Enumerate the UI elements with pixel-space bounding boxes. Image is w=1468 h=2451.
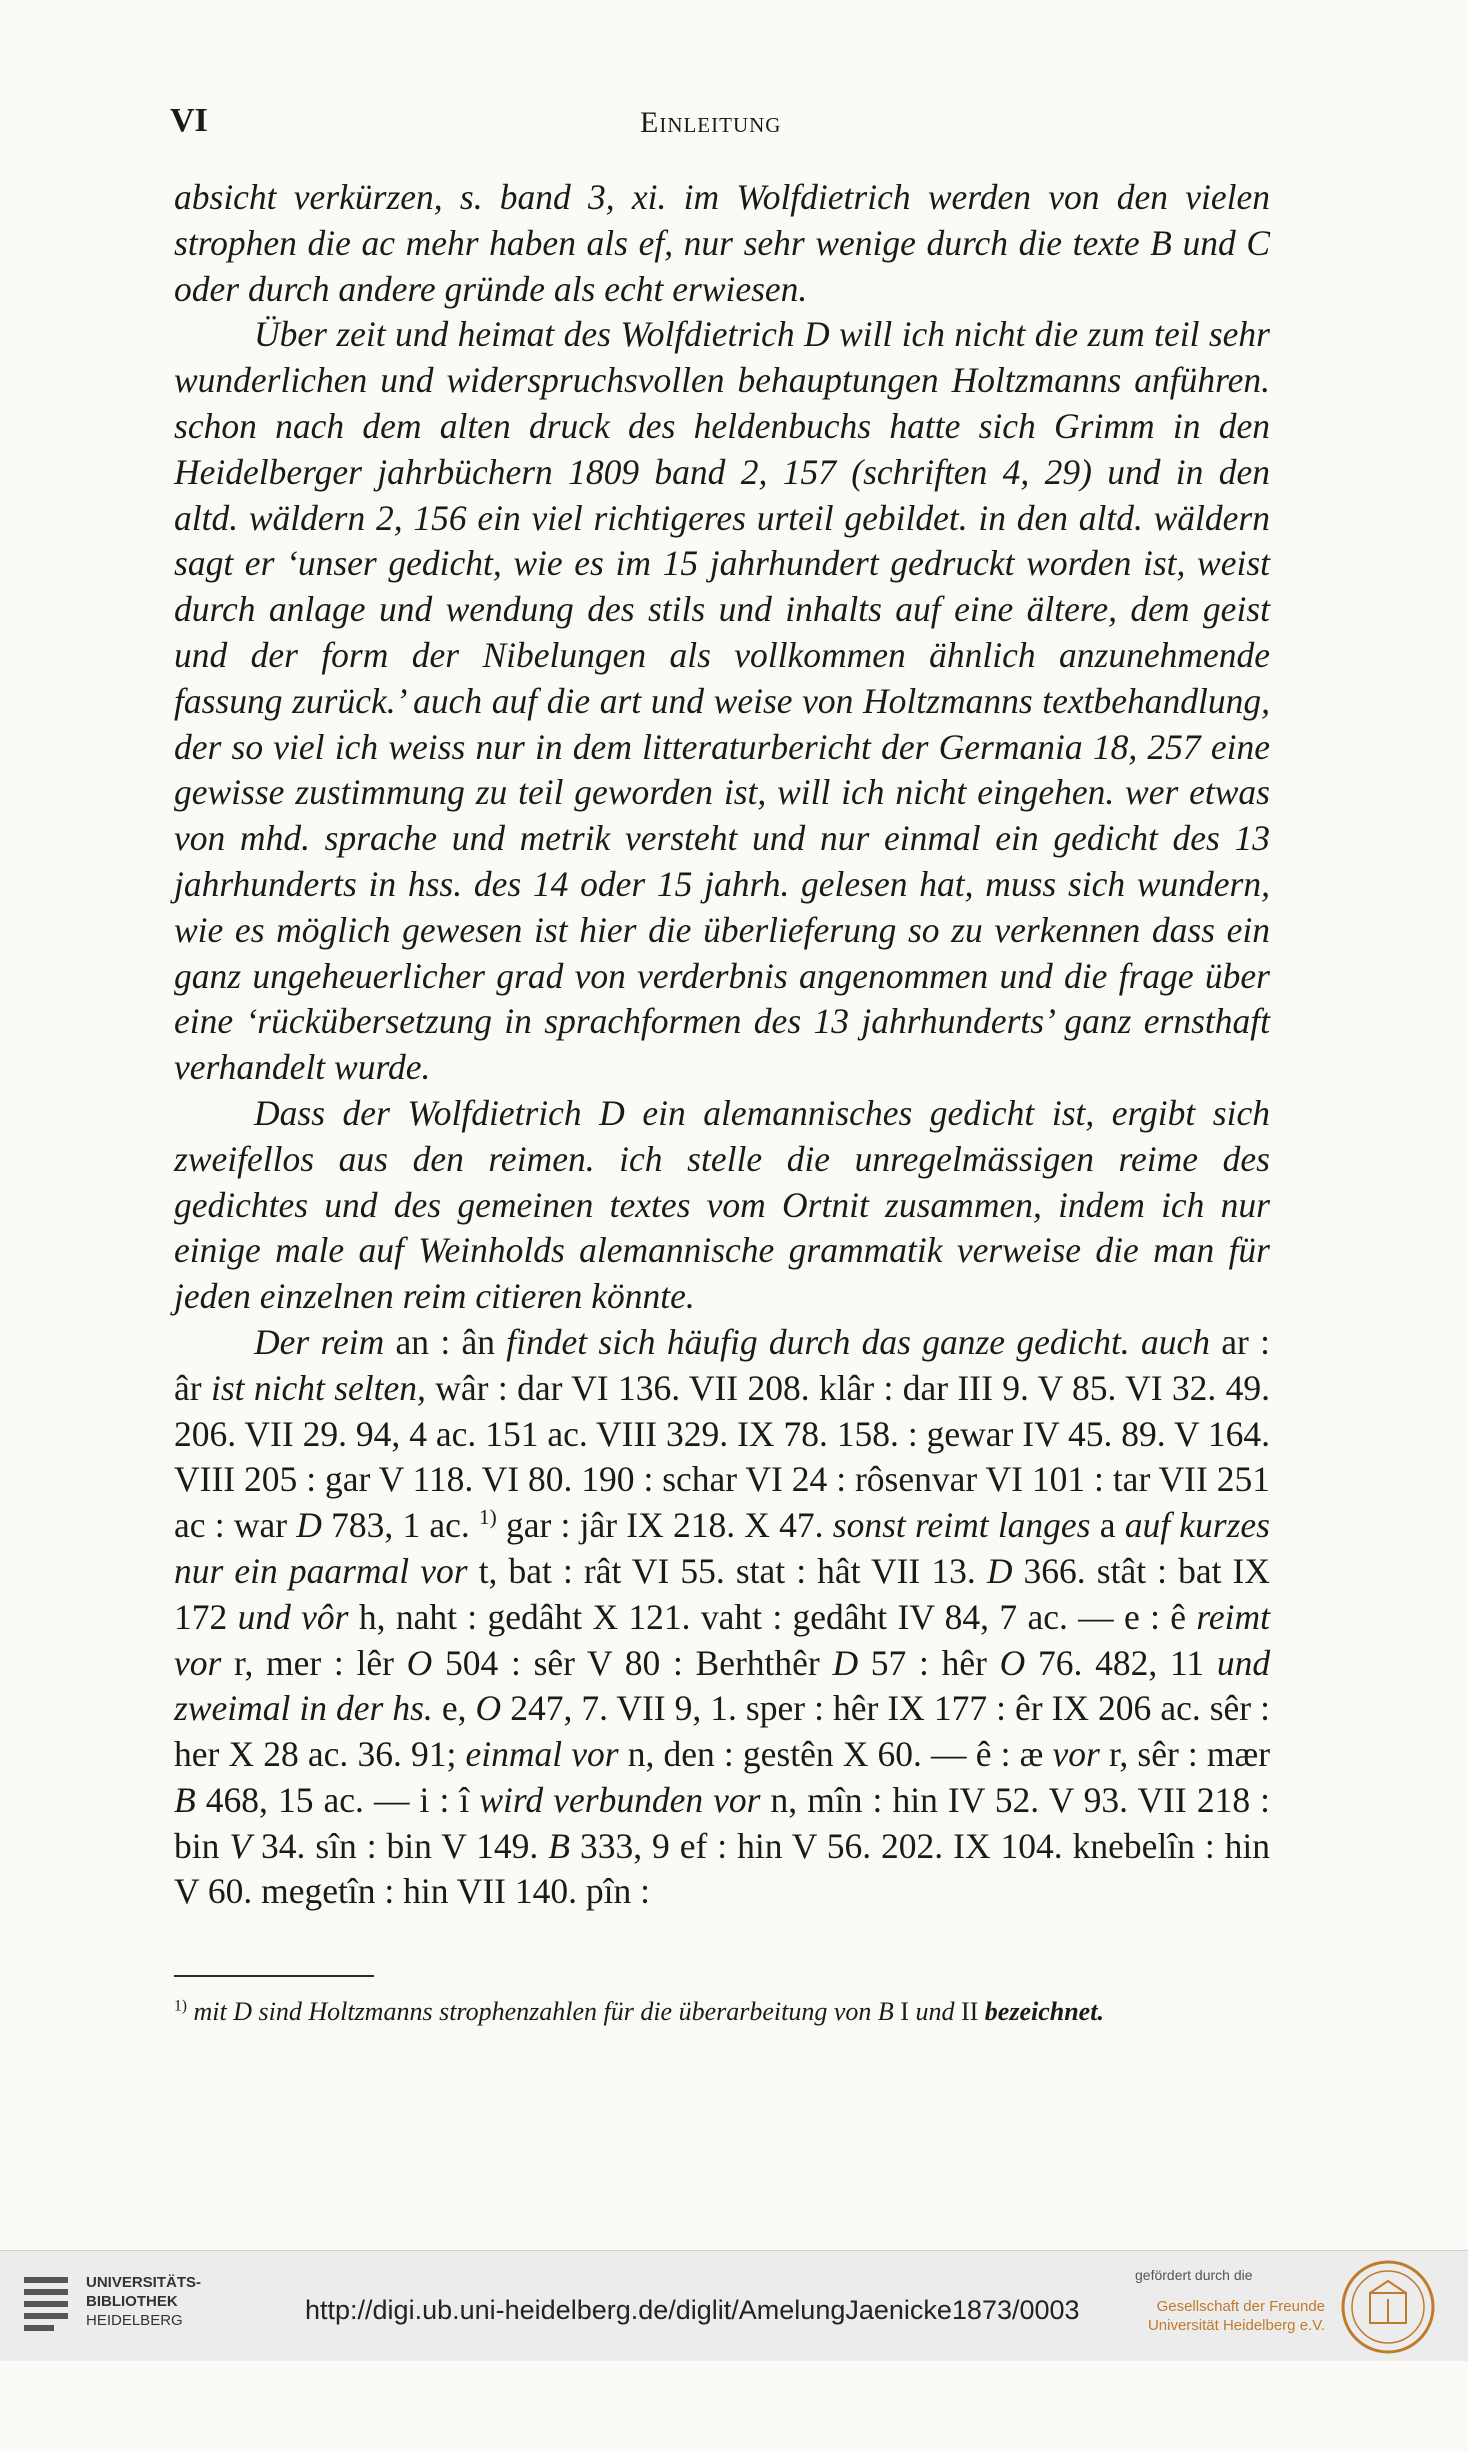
permalink-url[interactable]: http://digi.ub.uni-heidelberg.de/diglit/AmelungJaenicke1873/0003 bbox=[305, 2295, 1080, 2325]
text-run: Der reim bbox=[254, 1321, 385, 1362]
text-run: 504 : sêr V 80 : Berhthêr bbox=[445, 1642, 820, 1683]
library-logo-icon[interactable] bbox=[20, 2269, 78, 2341]
footnote-text: und bbox=[915, 1997, 955, 2026]
text-run: 57 : hêr bbox=[870, 1642, 987, 1683]
siglum: D bbox=[832, 1642, 859, 1683]
text-run: gar : jâr IX 218. X 47. bbox=[506, 1505, 824, 1546]
text-run: 247, 7. VII 9, 1. sper : hêr IX 177 : êr IX 206 ac. sêr : her X 28 ac. 36. 91; bbox=[174, 1688, 1271, 1775]
text-run: sonst reimt langes bbox=[832, 1505, 1091, 1546]
text-run: wird verbunden vor bbox=[479, 1779, 761, 1820]
text-run: r, sêr : mær bbox=[1108, 1734, 1271, 1775]
text-run: n, den : gestên X 60. — ê : æ bbox=[627, 1734, 1044, 1775]
siglum: B bbox=[548, 1825, 570, 1866]
siglum: O bbox=[999, 1642, 1026, 1683]
paragraph-1: absicht verkürzen, s. band 3, xi. im Wolfdietrich werden von den vielen strophen die ac mehr haben als ef, nur sehr wenige durch die texte B und C oder durch andere gründe als echt erwiesen. bbox=[174, 177, 1270, 309]
footnote-reference[interactable]: 1) bbox=[479, 1505, 497, 1530]
paragraph-3: Dass der Wolfdietrich D ein alemannisches gedicht ist, ergibt sich zweifellos aus den reimen. ich stelle die unregelmässigen reime des gedichtes und des gemeinen textes vom Ortnit zusammen, indem ich nur einige male auf Weinholds alemannische grammatik verweise die man für jeden einzelnen reim citieren könnte. bbox=[174, 1092, 1270, 1317]
siglum: D bbox=[296, 1505, 322, 1546]
rhyme-pair: an : ân bbox=[395, 1321, 495, 1362]
text-run: e, bbox=[441, 1688, 467, 1729]
siglum: O bbox=[406, 1642, 433, 1683]
text-run: h, naht : gedâht X 121. vaht : gedâht IV 84, 7 ac. — e : ê bbox=[358, 1596, 1187, 1637]
library-name-line: HEIDELBERG bbox=[86, 2312, 183, 2329]
footnote-roman: I bbox=[900, 1997, 909, 2026]
text-run: r, mer : lêr bbox=[234, 1642, 394, 1683]
paragraph-4 bbox=[174, 1320, 1270, 1915]
library-name-line: UNIVERSITÄTS- bbox=[86, 2274, 202, 2291]
text-run: 34. sîn : bin V 149. bbox=[261, 1825, 539, 1866]
text-run: n, mîn : hin IV 52. V 93. VII 218 : bin bbox=[174, 1779, 1271, 1866]
text-run: reimt vor bbox=[174, 1596, 1271, 1683]
section-title: Einleitung bbox=[640, 106, 782, 139]
sponsor-caption: gefördert durch die bbox=[1135, 2267, 1253, 2283]
text-run: 333, 9 ef : hin V 56. 202. IX 104. knebelîn : hin V 60. megetîn : hin VII 140. pîn : bbox=[174, 1825, 1271, 1912]
footnote bbox=[174, 1995, 1270, 2028]
university-seal-icon[interactable] bbox=[1340, 2259, 1436, 2355]
text-run: 366. stât : bat IX 172 bbox=[174, 1550, 1271, 1637]
text-run: einmal vor bbox=[465, 1734, 619, 1775]
sponsor-block bbox=[1105, 2267, 1325, 2335]
text-run: und vôr bbox=[237, 1596, 349, 1637]
text-run: ist nicht selten, bbox=[210, 1367, 426, 1408]
text-run: vor bbox=[1052, 1734, 1100, 1775]
siglum: O bbox=[475, 1688, 502, 1729]
text-run: 468, 15 ac. — i : î bbox=[205, 1779, 470, 1820]
footnote-mark: 1) bbox=[174, 1997, 187, 2015]
running-head bbox=[170, 102, 1280, 142]
siglum: V bbox=[229, 1825, 252, 1866]
text-run: auf kurzes nur ein paarmal vor bbox=[174, 1505, 1270, 1591]
footnote-roman: II bbox=[960, 1997, 979, 2026]
footnote-text: bezeichnet. bbox=[984, 1997, 1104, 2026]
footnote-text: mit D sind Holtzmanns strophenzahlen für die überarbeitung von B bbox=[193, 1997, 894, 2026]
footnote-divider bbox=[174, 1975, 374, 1977]
text-run: wâr : dar VI 136. VII 208. klâr : dar III 9. V 85. VI 32. 49. 206. VII 29. 94, 4 ac. 151 ac. VIII 329. IX 78. 158. : gewar IV 45. 89. V 164. VIII 205 : gar V 118. VI 80. 190 : schar VI 24 : rôsenvar VI 101 : tar VII 251 ac : war bbox=[174, 1367, 1271, 1546]
library-name-line: BIBLIOTHEK bbox=[86, 2293, 178, 2310]
body-text bbox=[174, 175, 1270, 1915]
text-run: und zweimal in der hs. bbox=[174, 1642, 1271, 1729]
text-run: 76. 482, 11 bbox=[1038, 1642, 1205, 1683]
siglum: D bbox=[986, 1550, 1013, 1591]
text-run: a bbox=[1099, 1505, 1116, 1546]
rhyme-pair: ar : âr bbox=[174, 1321, 1270, 1408]
text-run: t, bat : rât VI 55. stat : hât VII 13. bbox=[478, 1550, 976, 1591]
library-name bbox=[86, 2273, 201, 2330]
text-run: findet sich häufig durch das ganze gedicht. auch bbox=[506, 1321, 1210, 1362]
sponsor-name: Gesellschaft der Freunde bbox=[1156, 2298, 1325, 2315]
footer-bar bbox=[0, 2250, 1468, 2361]
text-run: 783, 1 ac. bbox=[331, 1505, 470, 1546]
paragraph-2: Über zeit und heimat des Wolfdietrich D will ich nicht die zum teil sehr wunderlichen und widerspruchsvollen behauptungen Holtzmanns anführen. schon nach dem alten druck des heldenbuchs hatte sich Grimm in den Heidelberger jahrbüchern 1809 band 2, 157 (schriften 4, 29) und in den altd. wäldern 2, 156 ein viel richtigeres urteil gebildet. in den altd. wäldern sagt er ‘unser gedicht, wie es im 15 jahrhundert gedruckt worden ist, weist durch anlage und wendung des stils und inhalts auf eine ältere, dem geist und der form der Nibelungen als vollkommen ähnlich anzunehmende fassung zurück.’ auch auf die art und weise von Holtzmanns textbehandlung, der so viel ich weiss nur in dem litteraturbericht der Germania 18, 257 eine gewisse zustimmung zu teil geworden ist, will ich nicht eingehen. wer etwas von mhd. sprache und metrik versteht und nur einmal ein gedicht des 13 jahrhunderts in hss. des 14 oder 15 jahrh. gelesen hat, muss sich wundern, wie es möglich gewesen ist hier die überlieferung so zu verkennen dass ein ganz ungeheuerlicher grad von verderbnis angenommen und die frage über eine ‘rückübersetzung in sprachformen des 13 jahrhunderts’ ganz ernsthaft verhandelt wurde. bbox=[174, 314, 1270, 1088]
page-number: VI bbox=[170, 102, 208, 139]
siglum: B bbox=[174, 1779, 196, 1820]
sponsor-name: Universität Heidelberg e.V. bbox=[1147, 2317, 1325, 2334]
